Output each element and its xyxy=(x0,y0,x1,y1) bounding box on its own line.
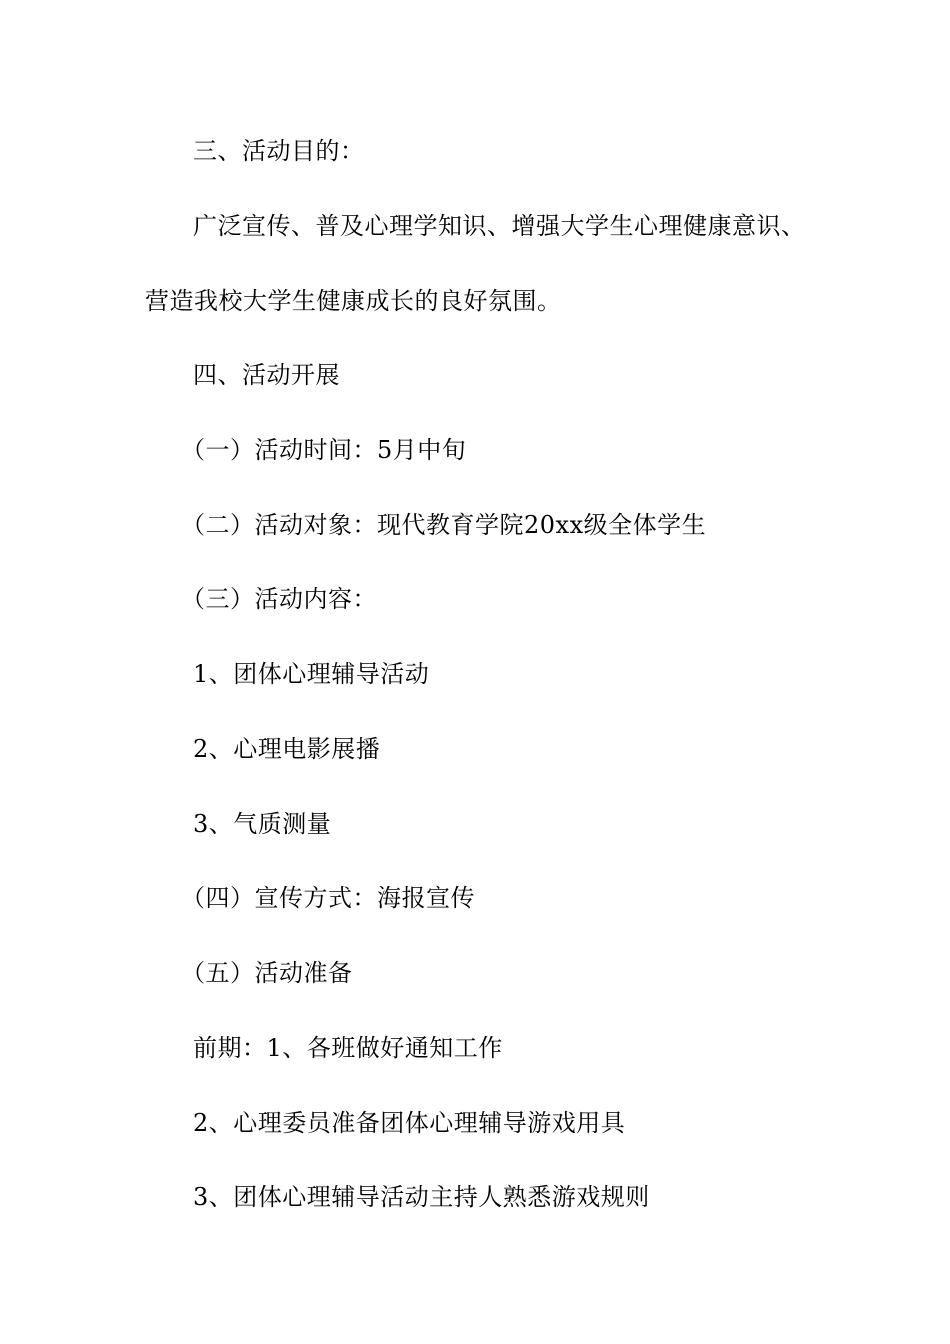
list-item: （一）活动时间：5月中旬 xyxy=(181,436,467,464)
list-item: 2、心理电影展播 xyxy=(193,735,381,763)
list-item: 前期：1、各班做好通知工作 xyxy=(193,1034,503,1062)
list-item: （四）宣传方式：海报宣传 xyxy=(181,884,475,912)
list-item: （五）活动准备 xyxy=(181,959,353,987)
list-item: 3、气质测量 xyxy=(193,810,332,838)
section-heading-3: 三、活动目的： xyxy=(193,137,365,165)
list-item: 1、团体心理辅导活动 xyxy=(193,660,430,688)
list-item: （三）活动内容： xyxy=(181,585,377,613)
section-heading-4: 四、活动开展 xyxy=(193,361,340,389)
list-item: 3、团体心理辅导活动主持人熟悉游戏规则 xyxy=(193,1183,650,1211)
paragraph-line: 广泛宣传、普及心理学知识、增强大学生心理健康意识、 xyxy=(193,212,806,240)
list-item: （二）活动对象：现代教育学院20xx级全体学生 xyxy=(181,511,707,539)
list-item: 2、心理委员准备团体心理辅导游戏用具 xyxy=(193,1109,626,1137)
paragraph-line: 营造我校大学生健康成长的良好氛围。 xyxy=(145,287,562,315)
